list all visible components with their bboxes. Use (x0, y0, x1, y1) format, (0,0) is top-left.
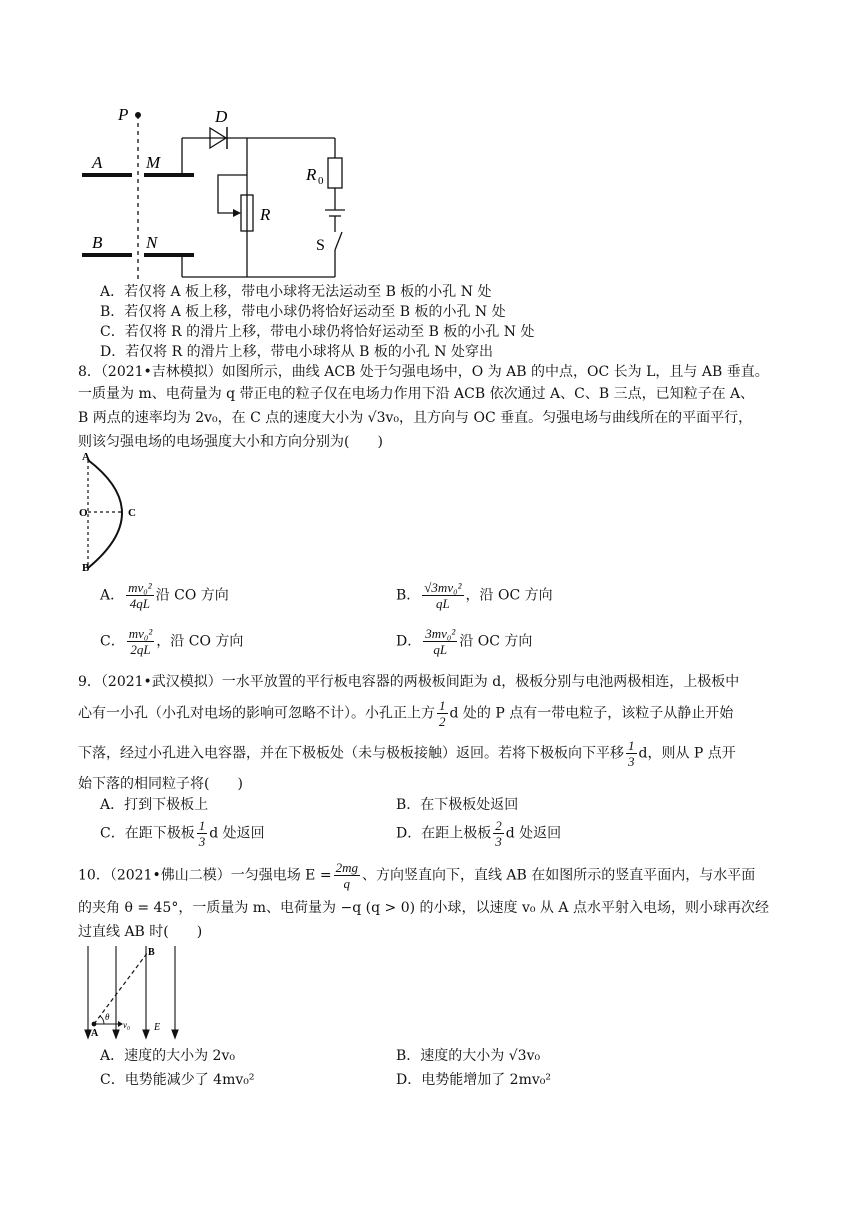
q9-option-d[interactable]: D．在距上极板 $\frac{2}{3}$ d 处返回 (396, 818, 562, 849)
fig10-label-E: E (154, 1022, 161, 1033)
q8-option-b-suffix: ，沿 OC 方向 (465, 587, 553, 604)
q10-stem-line3: 过直线 AB 时( ) (78, 924, 203, 940)
q8-option-b[interactable] (396, 580, 553, 611)
q10-option-b[interactable]: B．速度的大小为 √3v₀ (396, 1048, 541, 1064)
q8-option-b-fraction: $\frac{\text{√3mv₀²}}{qL}$ (424, 580, 462, 611)
curve-acb-figure (78, 450, 148, 575)
fig10-label-B: B (148, 947, 155, 958)
q8-stem-line4: 则该匀强电场的电场强度大小和方向分别为( ) (78, 434, 383, 450)
fig8-label-O: O (79, 507, 88, 519)
q8-option-d-suffix: 沿 OC 方向 (459, 633, 533, 650)
q10-fraction-e: $\frac{2mg}{q}$ (335, 860, 358, 891)
label-P: P (118, 105, 129, 124)
q8-option-b-letter: B． (396, 587, 421, 604)
label-S: S (316, 237, 325, 254)
q10-stem-line2: 的夹角 θ = 45°，一质量为 m、电荷量为 −q (q > 0) 的小球，以速度 v₀ 从 A 点水平射入电场，则小球再次经 (78, 900, 769, 916)
label-R0: R (306, 165, 317, 184)
q9-stem-line4: 始下落的相同粒子将( ) (78, 776, 243, 792)
q10-option-d[interactable]: D．电势能增加了 2mv₀² (396, 1072, 551, 1088)
label-R: R (260, 205, 271, 224)
q9-option-b[interactable]: B．在下极板处返回 (396, 797, 519, 813)
fig10-label-A: A (91, 1028, 99, 1039)
q8-option-d-fraction: $\frac{\text{3mv₀²}}{qL}$ (425, 626, 456, 657)
q8-option-d-letter: D． (396, 633, 422, 650)
label-B: B (92, 233, 103, 252)
q9-stem-line2: 心有一小孔（小孔对电场的影响可忽略不计）。小孔正上方 $\frac{1}{2}$ d 处的 P 点有一带电粒子，该粒子从静止开始 (78, 698, 734, 729)
field-ab-figure (78, 944, 188, 1040)
fig8-label-C: C (128, 507, 136, 519)
q9-stem-line1: 9．（2021•武汉模拟）一水平放置的平行板电容器的两极板间距为 d，极板分别与电池两极相连，上极板中 (78, 674, 740, 690)
q9-option-c-fraction: $\frac{1}{3}$ (198, 818, 206, 849)
q10-option-a[interactable]: A．速度的大小为 2v₀ (100, 1048, 235, 1064)
fig8-label-B: B (82, 562, 90, 574)
fig10-label-v0: v₀ (123, 1020, 131, 1030)
q10-option-c[interactable]: C．电势能减少了 4mv₀² (100, 1072, 255, 1088)
q8-option-d[interactable] (396, 626, 532, 657)
label-N: N (146, 233, 158, 252)
fig8-label-A: A (82, 451, 90, 463)
q9-fraction-third: $\frac{1}{3}$ (628, 738, 635, 769)
q10-stem-line1: 10．（2021•佛山二模）一匀强电场 E = $\frac{2mg}{q}$ 、方向竖直向下，直线 AB 在如图所示的竖直平面内，与水平面 (78, 860, 756, 891)
circuit-diagram (70, 100, 360, 285)
q8-option-c-fraction: $\frac{\text{mv₀²}}{2qL}$ (128, 626, 153, 657)
label-R0-sub: 0 (318, 175, 324, 187)
q8-option-c-suffix: ，沿 CO 方向 (156, 633, 244, 650)
q7-option-a[interactable]: A．若仅将 A 板上移，带电小球将无法运动至 B 板的小孔 N 处 (100, 284, 492, 300)
q8-option-c-letter: C． (100, 633, 125, 650)
q8-stem-line3: B 两点的速率均为 2v₀，在 C 点的速度大小为 √3v₀，且方向与 OC 垂直。匀强电场与曲线所在的平面平行， (78, 410, 753, 426)
q8-stem-line2: 一质量为 m、电荷量为 q 带正电的粒子仅在电场力作用下沿 ACB 依次通过 A、C、B 三点，已知粒子在 A、 (78, 386, 755, 402)
q9-option-d-fraction: $\frac{2}{3}$ (495, 818, 502, 849)
q8-option-a-letter: A． (100, 587, 125, 604)
q9-option-a[interactable]: A．打到下极板上 (100, 797, 209, 813)
fig10-label-theta: θ (105, 1012, 110, 1022)
q8-option-a-suffix: 沿 CO 方向 (155, 587, 229, 604)
q9-option-c[interactable]: C．在距下极板 $\frac{1}{3}$ d 处返回 (100, 818, 265, 849)
q8-option-a[interactable] (100, 580, 229, 611)
q7-option-c[interactable]: C．若仅将 R 的滑片上移，带电小球仍将恰好运动至 B 板的小孔 N 处 (100, 324, 535, 340)
label-A: A (92, 153, 103, 172)
q8-option-a-fraction: $\frac{\text{mv₀²}}{4qL}$ (128, 580, 152, 611)
q8-stem-line1: 8．（2021•吉林模拟）如图所示，曲线 ACB 处于匀强电场中，O 为 AB 的中点，OC 长为 L，且与 AB 垂直。 (78, 364, 769, 380)
q9-fraction-half: $\frac{1}{2}$ (439, 698, 446, 729)
q8-option-c[interactable] (100, 626, 243, 657)
label-D: D (215, 107, 228, 126)
q7-option-d[interactable]: D．若仅将 R 的滑片上移，带电小球将从 B 板的小孔 N 处穿出 (100, 344, 494, 360)
q7-option-b[interactable]: B．若仅将 A 板上移，带电小球仍将恰好运动至 B 板的小孔 N 处 (100, 304, 506, 320)
q9-stem-line3: 下落，经过小孔进入电容器，并在下极板处（未与极板接触）返回。若将下极板向下平移 $\frac{1}{3}$ d，则从 P 点开 (78, 738, 736, 769)
label-M: M (146, 153, 161, 172)
